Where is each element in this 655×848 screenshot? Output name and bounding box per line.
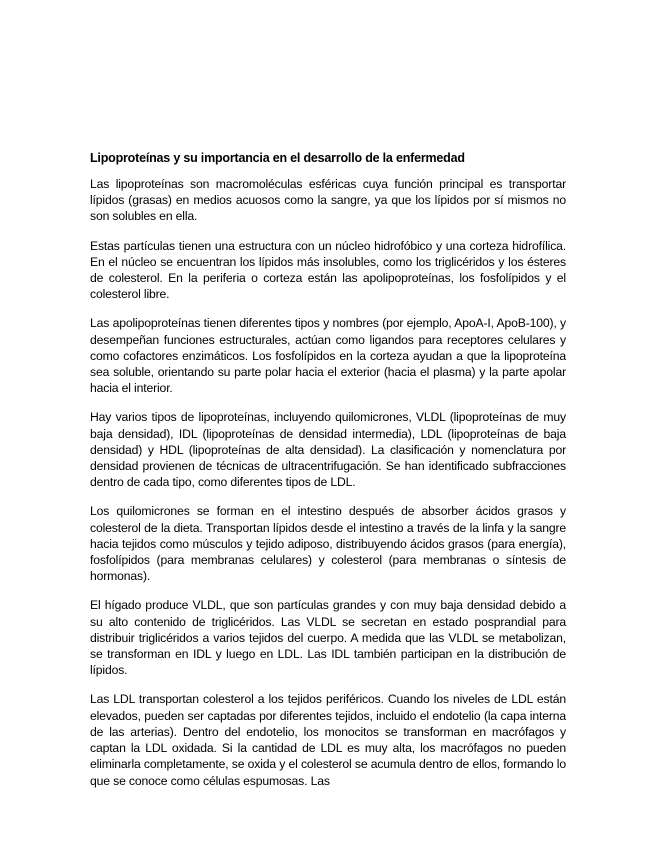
paragraph-7: Las LDL transportan colesterol a los tejidos periféricos. Cuando los niveles de LDL están elevados, pueden ser captadas por diferentes tejidos, incluido el endotelio (la capa interna de las arterias). Dentro del endotelio, los monocitos se transforman en macrófagos y captan la LDL oxidada. Si la cantidad de LDL es muy alta, los macrófagos no pueden eliminarla completamente, se oxida y el colesterol se acumula dentro de ellos, formando lo que se conoce como células espumosas. Las bbox=[90, 692, 566, 788]
paragraph-4: Hay varios tipos de lipoproteínas, incluyendo quilomicrones, VLDL (lipoproteínas de muy baja densidad), IDL (lipoproteínas de densidad intermedia), LDL (lipoproteínas de baja densidad) y HDL (lipoproteínas de alta densidad). La clasificación y nomenclatura por densidad provienen de técnicas de ultracentrifugación. Se han identificado subfracciones dentro de cada tipo, como diferentes tipos de LDL. bbox=[90, 410, 566, 490]
paragraph-2: Estas partículas tienen una estructura con un núcleo hidrofóbico y una corteza hidrofílica. En el núcleo se encuentran los lípidos más insolubles, como los triglicéridos y los ésteres de colesterol. En la periferia o corteza están las apolipoproteínas, los fosfolípidos y el colesterol libre. bbox=[90, 238, 566, 302]
paragraph-6: El hígado produce VLDL, que son partículas grandes y con muy baja densidad debido a su alto contenido de triglicéridos. Las VLDL se secretan en estado posprandial para distribuir triglicéridos a varios tejidos del cuerpo. A medida que las VLDL se metabolizan, se transforman en IDL y luego en LDL. Las IDL también participan en la distribución de lípidos. bbox=[90, 598, 566, 678]
document-title: Lipoproteínas y su importancia en el desarrollo de la enfermedad bbox=[90, 151, 465, 165]
paragraph-5: Los quilomicrones se forman en el intestino después de absorber ácidos grasos y colesterol de la dieta. Transportan lípidos desde el intestino a través de la linfa y la sangre hacia tejidos como músculos y tejido adiposo, distribuyendo ácidos grasos (para energía), fosfolípidos (para membranas celulares) y colesterol (para membranas o síntesis de hormonas). bbox=[90, 504, 566, 584]
paragraph-3: Las apolipoproteínas tienen diferentes tipos y nombres (por ejemplo, ApoA-I, ApoB-100), y desempeñan funciones estructurales, actúan como ligandos para receptores celulares y como cofactores enzimáticos. Los fosfolípidos en la corteza ayudan a que la lipoproteína sea soluble, orientando su parte polar hacia el exterior (hacia el plasma) y la parte apolar hacia el interior. bbox=[90, 316, 566, 396]
paragraph-1: Las lipoproteínas son macromoléculas esféricas cuya función principal es transportar lípidos (grasas) en medios acuosos como la sangre, ya que los lípidos por sí mismos no son solubles en ella. bbox=[90, 177, 566, 224]
document-body bbox=[90, 150, 566, 802]
